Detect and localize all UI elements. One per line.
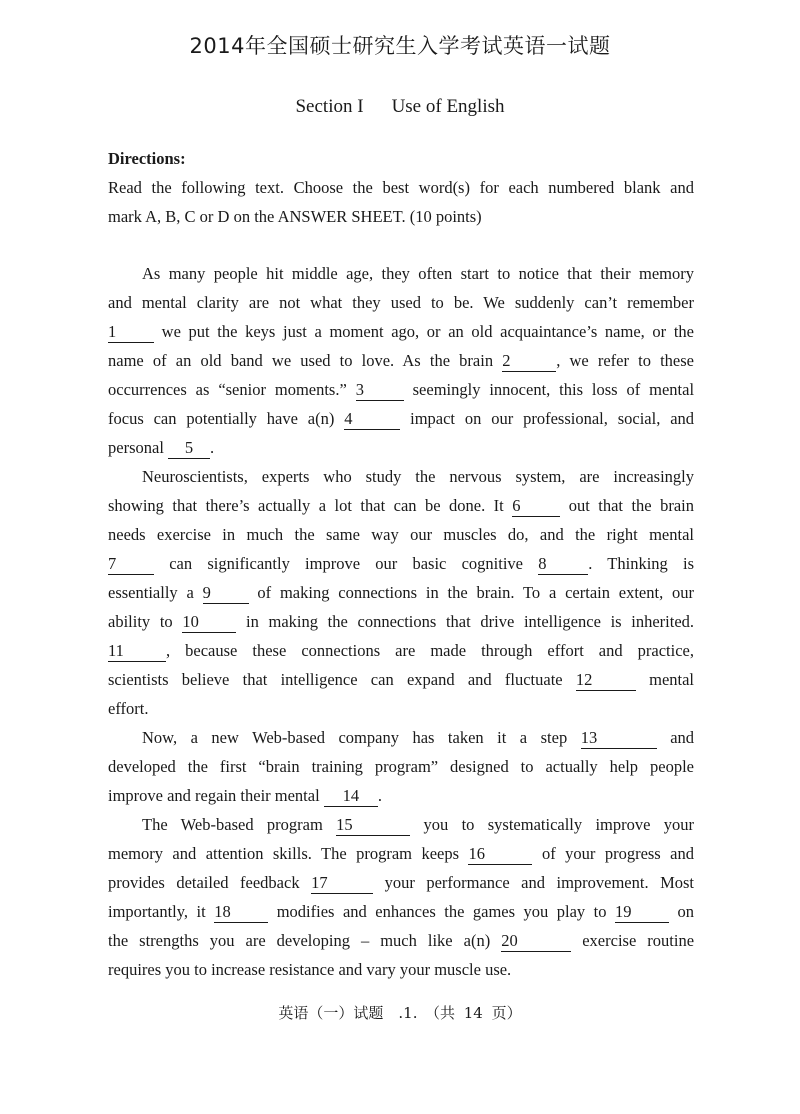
passage-line: developed the first “brain training program” designed to actually help people xyxy=(108,757,694,776)
passage-text: , because these connections are made through effort and practice, xyxy=(166,641,694,660)
passage-line: Neuroscientists, experts who study the nervous system, are increasingly xyxy=(142,467,694,486)
blank-3: 3 xyxy=(356,380,404,401)
blank-1: 1 xyxy=(108,322,154,343)
blank-19: 19 xyxy=(615,902,669,923)
passage-text: scientists believe that intelligence can expand and fluctuate xyxy=(108,670,563,689)
blank-12: 12 xyxy=(576,670,636,691)
passage-text: and xyxy=(670,728,695,747)
passage-text: memory and attention skills. The program keeps xyxy=(108,844,460,863)
blank-4: 4 xyxy=(344,409,400,430)
section-number: Section I xyxy=(295,96,364,117)
blank-9: 9 xyxy=(203,583,249,604)
passage-text: we put the keys just a moment ago, or an old acquaintance’s name, or the xyxy=(161,322,694,341)
passage-text: your performance and improvement. Most xyxy=(384,873,695,892)
passage-line xyxy=(108,346,694,375)
blank-20: 20 xyxy=(501,931,571,952)
blank-8: 8 xyxy=(538,554,588,575)
passage-text: personal xyxy=(108,438,164,457)
passage-text: . Thinking is xyxy=(588,554,695,573)
passage-text: occurrences as “senior moments.” xyxy=(108,380,347,399)
passage-text: of your progress and xyxy=(541,844,695,863)
passage-text: out that the brain xyxy=(568,496,695,515)
passage-line xyxy=(108,665,694,694)
passage-line xyxy=(108,781,694,810)
blank-13: 13 xyxy=(581,728,657,749)
blank-2: 2 xyxy=(502,351,556,372)
passage-line: requires you to increase resistance and vary your muscle use. xyxy=(108,960,512,979)
passage-line: effort. xyxy=(108,699,149,718)
passage-line xyxy=(108,433,694,462)
blank-10: 10 xyxy=(182,612,236,633)
directions-heading: Directions: xyxy=(108,149,186,168)
passage-line xyxy=(108,578,694,607)
passage-text: The Web-based program xyxy=(142,815,323,834)
blank-15: 15 xyxy=(336,815,410,836)
blank-14: 14 xyxy=(324,786,378,807)
directions-line: mark A, B, C or D on the ANSWER SHEET. (10 points) xyxy=(108,207,482,226)
passage-text: importantly, it xyxy=(108,902,206,921)
passage-line xyxy=(108,636,694,665)
passage-line: needs exercise in much the same way our muscles do, and the right mental xyxy=(108,525,694,544)
passage-text: exercise routine xyxy=(582,931,695,950)
section-name: Use of English xyxy=(391,96,505,117)
blank-17: 17 xyxy=(311,873,373,894)
passage-text: improve and regain their mental xyxy=(108,786,320,805)
passage-line xyxy=(108,926,694,955)
section-heading xyxy=(0,96,800,118)
passage-text: , we refer to these xyxy=(556,351,695,370)
blank-18: 18 xyxy=(214,902,268,923)
page-title: 2014年全国硕士研究生入学考试英语一试题 xyxy=(189,34,611,58)
passage-text: impact on our professional, social, and xyxy=(410,409,695,428)
passage-text: can significantly improve our basic cognitive xyxy=(169,554,524,573)
passage-line xyxy=(108,839,694,868)
passage-text: name of an old band we used to love. As the brain xyxy=(108,351,494,370)
passage-line xyxy=(108,549,694,578)
passage-text: . xyxy=(377,786,382,805)
blank-11: 11 xyxy=(108,641,166,662)
passage-line xyxy=(108,607,694,636)
passage-line xyxy=(108,723,694,752)
passage-text: the strengths you are developing – much like a(n) xyxy=(108,931,491,950)
passage-text: showing that there’s actually a lot that can be done. It xyxy=(108,496,504,515)
passage-text: mental xyxy=(649,670,695,689)
blank-5: 5 xyxy=(168,438,210,459)
passage-text: seemingly innocent, this loss of mental xyxy=(412,380,695,399)
passage-text: ability to xyxy=(108,612,173,631)
passage-line xyxy=(108,491,694,520)
passage-text: provides detailed feedback xyxy=(108,873,300,892)
page-footer: 英语（一）试题 .1. （共 14 页） xyxy=(278,1004,522,1022)
passage-text: in making the connections that drive intelligence is inherited. xyxy=(246,612,695,631)
passage-text: of making connections in the brain. To a certain extent, our xyxy=(257,583,695,602)
passage-text: essentially a xyxy=(108,583,194,602)
directions xyxy=(108,144,694,231)
passage-line xyxy=(108,868,694,897)
passage-line xyxy=(108,897,694,926)
passage-text: you to systematically improve your xyxy=(423,815,695,834)
passage xyxy=(108,259,694,984)
passage-text: on xyxy=(677,902,695,921)
passage-line: As many people hit middle age, they often start to notice that their memory xyxy=(142,264,694,283)
blank-16: 16 xyxy=(468,844,532,865)
passage-text: modifies and enhances the games you play to xyxy=(276,902,607,921)
passage-line xyxy=(108,375,694,404)
blank-7: 7 xyxy=(108,554,154,575)
blank-6: 6 xyxy=(512,496,560,517)
passage-line: and mental clarity are not what they used to be. We suddenly can’t remember xyxy=(108,293,694,312)
passage-line xyxy=(108,317,694,346)
passage-text: Now, a new Web-based company has taken it a step xyxy=(142,728,568,747)
passage-text: . xyxy=(210,438,215,457)
passage-line xyxy=(108,404,694,433)
directions-line: Read the following text. Choose the best word(s) for each numbered blank and xyxy=(108,178,694,197)
passage-line xyxy=(108,810,694,839)
passage-text: focus can potentially have a(n) xyxy=(108,409,335,428)
